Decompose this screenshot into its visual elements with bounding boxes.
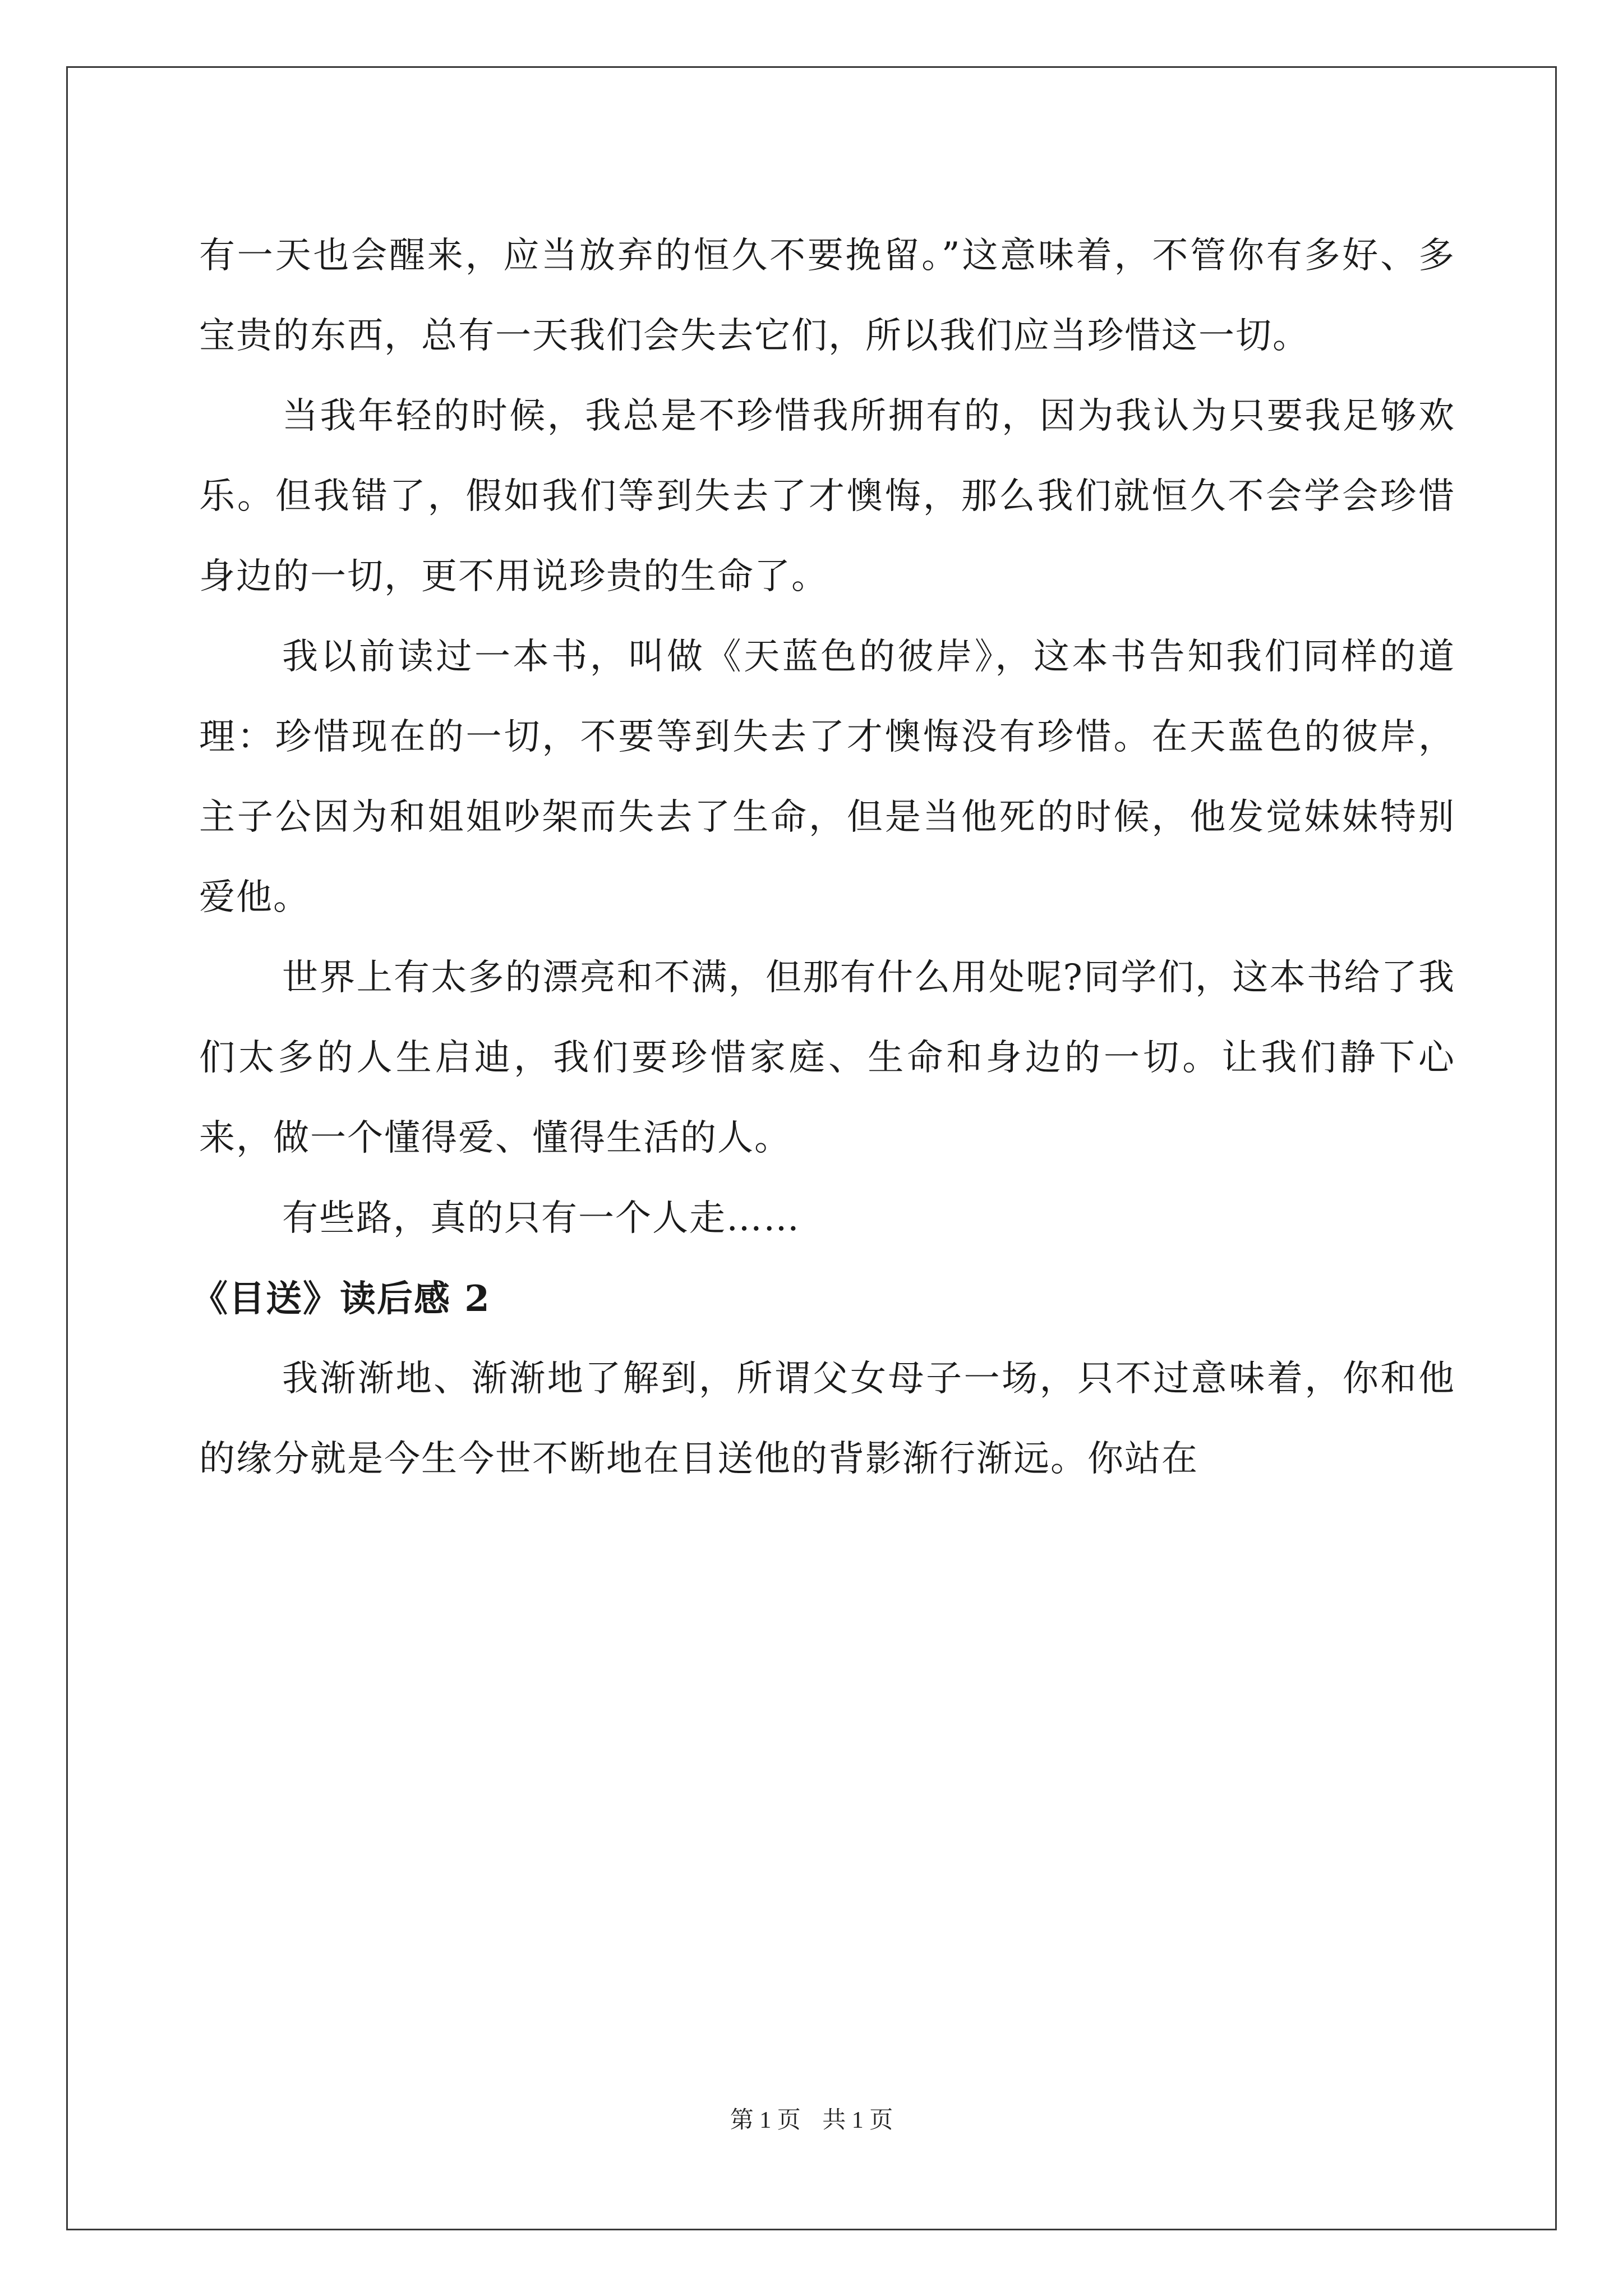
- paragraph: 我以前读过一本书，叫做《天蓝色的彼岸》，这本书告知我们同样的道理：珍惜现在的一切，不要等到失去了才懊悔没有珍惜。在天蓝色的彼岸，主子公因为和姐姐吵架而失去了生命，但是当他死的时候，他发觉妹妹特别爱他。: [199, 636, 1455, 918]
- paragraph: 当我年轻的时候，我总是不珍惜我所拥有的，因为我认为只要我足够欢乐。但我错了，假如我们等到失去了才懊悔，那么我们就恒久不会学会珍惜身边的一切，更不用说珍贵的生命了。: [199, 395, 1455, 597]
- paragraph: 世界上有太多的漂亮和不满，但那有什么用处呢?同学们，这本书给了我们太多的人生启迪，我们要珍惜家庭、生命和身边的一切。让我们静下心来，做一个懂得爱、懂得生活的人。: [199, 957, 1455, 1159]
- page-number: 第 1 页: [730, 2108, 801, 2133]
- paragraph: 有些路，真的只有一个人走……: [282, 1198, 800, 1239]
- document-body: [192, 216, 1455, 1499]
- section-heading: 《目送》读后感 2: [192, 1278, 491, 1320]
- page-footer: [0, 2101, 1623, 2135]
- page-total: 共 1 页: [822, 2108, 893, 2133]
- paragraph: 有一天也会醒来，应当放弃的恒久不要挽留。”这意味着，不管你有多好、多宝贵的东西，总有一天我们会失去它们，所以我们应当珍惜这一切。: [199, 235, 1455, 357]
- paragraph: 我渐渐地、渐渐地了解到，所谓父女母子一场，只不过意味着，你和他的缘分就是今生今世不断地在目送他的背影渐行渐远。你站在: [199, 1358, 1455, 1480]
